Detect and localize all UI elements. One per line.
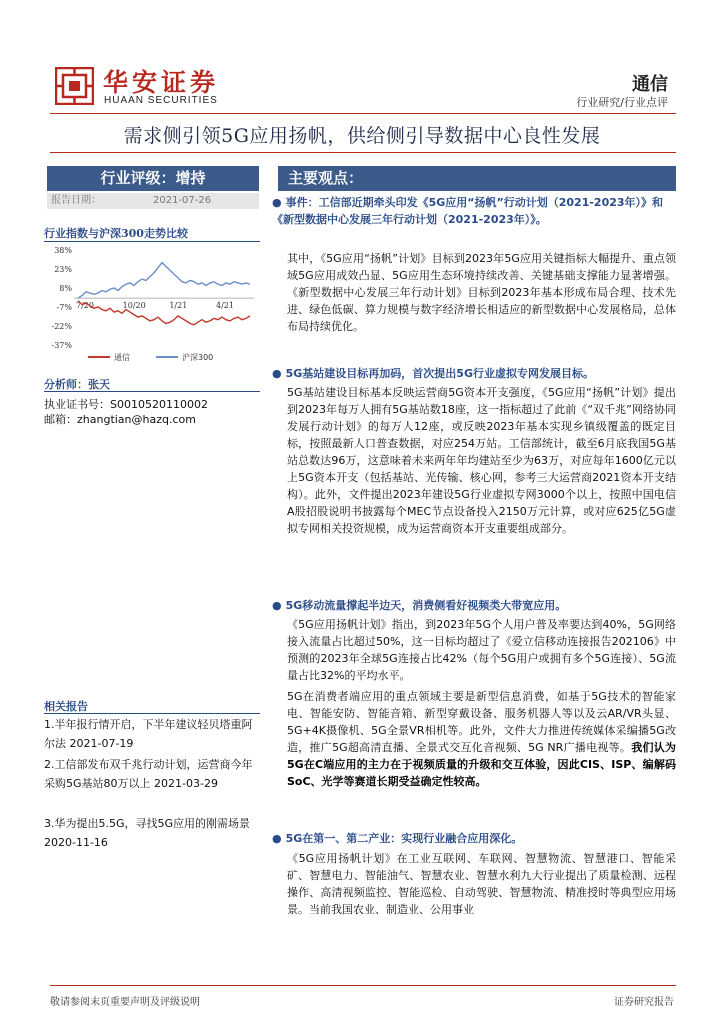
y-tick-label: -37%	[51, 341, 72, 350]
y-tick-label: 23%	[54, 265, 72, 274]
series-line-hs300	[78, 263, 250, 298]
chart-section-divider	[44, 241, 260, 242]
bullet-icon: ●	[272, 832, 282, 845]
logo-icon	[55, 67, 94, 105]
bullet-text: 事件：工信部近期牵头印发《5G应用“扬帆”行动计划（2021-2023年）》和《新型数据中心发展三年行动计划（2021-2023年）》。	[272, 196, 664, 226]
footer-disclaimer[interactable]: 敬请参阅末页重要声明及评级说明	[50, 997, 200, 1008]
title-divider	[50, 152, 676, 153]
report-date-value: 2021-07-26	[153, 195, 212, 206]
related-item[interactable]: 1.半年报行情开启，下半年建议轻贝塔重阿尔法 2021-07-19	[44, 718, 253, 750]
y-tick-label: 38%	[54, 246, 72, 255]
section-bullet	[272, 597, 676, 614]
report-type: 行业研究/行业点评	[576, 96, 668, 109]
index-comparison-chart	[44, 244, 260, 372]
industry-rating: 行业评级：增持	[47, 166, 259, 191]
page-title: 需求侧引领5G应用扬帆，供给侧引导数据中心良性发展	[123, 125, 601, 147]
header-divider	[50, 113, 676, 114]
license-number: 执业证书号：S0010520110002	[44, 398, 208, 411]
legend-label-industry: 通信	[114, 353, 130, 362]
legend-label-hs300: 沪深300	[182, 353, 214, 362]
email: 邮箱：zhangtian@hazq.com	[44, 413, 196, 426]
logo-text: 华安证券	[103, 68, 220, 97]
analyst-label: 分析师：张天	[44, 378, 110, 391]
related-item[interactable]: 3.华为提出5.5G，寻找5G应用的刚需场景 2020-11-16	[44, 817, 251, 849]
bullet-icon: ●	[272, 367, 282, 380]
x-tick-label: 7/20	[76, 301, 94, 311]
analyst-divider	[44, 391, 260, 392]
related-title: 相关报告	[44, 700, 88, 713]
logo-text-en: HUAAN SECURITIES	[104, 95, 218, 106]
section-bullet	[272, 365, 676, 382]
main-points-header	[278, 166, 676, 191]
paragraph	[287, 688, 676, 790]
section-bullet	[272, 194, 676, 228]
x-tick-label: 4/21	[216, 301, 234, 311]
y-tick-label: -22%	[51, 322, 72, 331]
main-points-title: 主要观点：	[288, 169, 364, 187]
paragraph-emphasis: 我们认为5G在C端应用的主力在于视频质量的升级和交互体验，因此CIS、ISP、编解码SoC、光学等赛道长期受益确定性较高。	[287, 741, 676, 788]
related-divider	[44, 713, 260, 714]
bullet-icon: ●	[272, 196, 282, 209]
x-tick-label: 1/21	[169, 301, 188, 311]
section-bullet	[272, 830, 676, 847]
y-tick-label: 8%	[59, 284, 72, 293]
bullet-icon: ●	[272, 599, 282, 612]
related-item[interactable]: 2.工信部发布双千兆行动计划，运营商今年采购5G基站80万以上 2021-03-29	[44, 758, 253, 790]
report-date-label: 报告日期：	[51, 195, 101, 206]
paragraph-text: 5G在消费者端应用的重点领域主要是新型信息消费，如基于5G技术的智能家电、智能安防、智能音箱、新型穿戴设备、服务机器人等以及云AR/VR头显、5G+4K摄像机、5G全景VR相机等。此外，文件大力推进传统媒体采编播5G改造，推广5G超高清直播、全景式交互化音视频、5G NR广播电视等。	[287, 690, 676, 754]
paragraph: 其中，《5G应用“扬帆”计划》目标到2023年5G应用关键指标大幅提升、重点领域5G应用成效凸显、5G应用生态环境持续改善、关键基础支撑能力显著增强。《新型数据中心发展三年行动计划》目标到2023年基本形成布局合理、技术先进、绿色低碳、算力规模与数字经济增长相适应的新型数据中心发展格局，总体布局持续优化。	[287, 252, 676, 333]
y-tick-label: -7%	[56, 303, 72, 312]
paragraph: 5G基站建设目标基本反映运营商5G资本开支强度，《5G应用“扬帆”计划》提出到2023年每万人拥有5G基站数18座，这一指标超过了此前《“双千兆”网络协同发展行动计划》的每万人12座，或反映2023年基本实现乡镇级覆盖的既定目标，按照最新人口普查数据，对应254万站。工信部统计，截至6月底我国5G基站总数达96万，这意味着未来两年年均建站至少为63万，对应每年1600亿元以上5G资本开支（包括基站、光传输、核心网，参考三大运营商2021资本开支结构）。此外，文件提出2023年建设5G行业虚拟专网3000个以上，按照中国电信A股招股说明书披露每个MEC节点设备投入2150万元计算，或对应625亿5G虚拟专网相关投资规模，成为运营商资本开支重要组成部分。	[287, 386, 676, 535]
bullet-text: 5G在第一、第二产业：实现行业融合应用深化。	[285, 832, 523, 845]
report-date-bar	[47, 193, 259, 209]
chart-section-title: 行业指数与沪深300走势比较	[44, 227, 188, 240]
footer-label: 证券研究报告	[614, 997, 674, 1008]
sector-title: 通信	[632, 74, 668, 95]
paragraph: 《5G应用扬帆计划》在工业互联网、车联网、智慧物流、智慧港口、智能采矿、智慧电力、智能油气、智慧农业、智慧水利九大行业提出了质量检测、远程操作、高清视频监控、智能巡检、自动驾驶、智慧物流、精准授时等典型应用场景。当前我国农业、制造业、公用事业	[287, 852, 676, 916]
footer-divider	[50, 985, 676, 986]
paragraph: 《5G应用扬帆计划》指出，到2023年5G个人用户普及率要达到40%，5G网络接入流量占比超过50%，这一目标均超过了《爱立信移动连接报告202106》中预测的2023年全球5G连接占比42%（每个5G用户或拥有多个5G连接）、5G流量占比32%的平均水平。	[287, 618, 676, 682]
bullet-text: 5G移动流量撑起半边天，消费侧看好视频类大带宽应用。	[285, 599, 567, 612]
bullet-text: 5G基站建设目标再加码，首次提出5G行业虚拟专网发展目标。	[285, 367, 594, 380]
x-tick-label: 10/20	[122, 301, 146, 311]
